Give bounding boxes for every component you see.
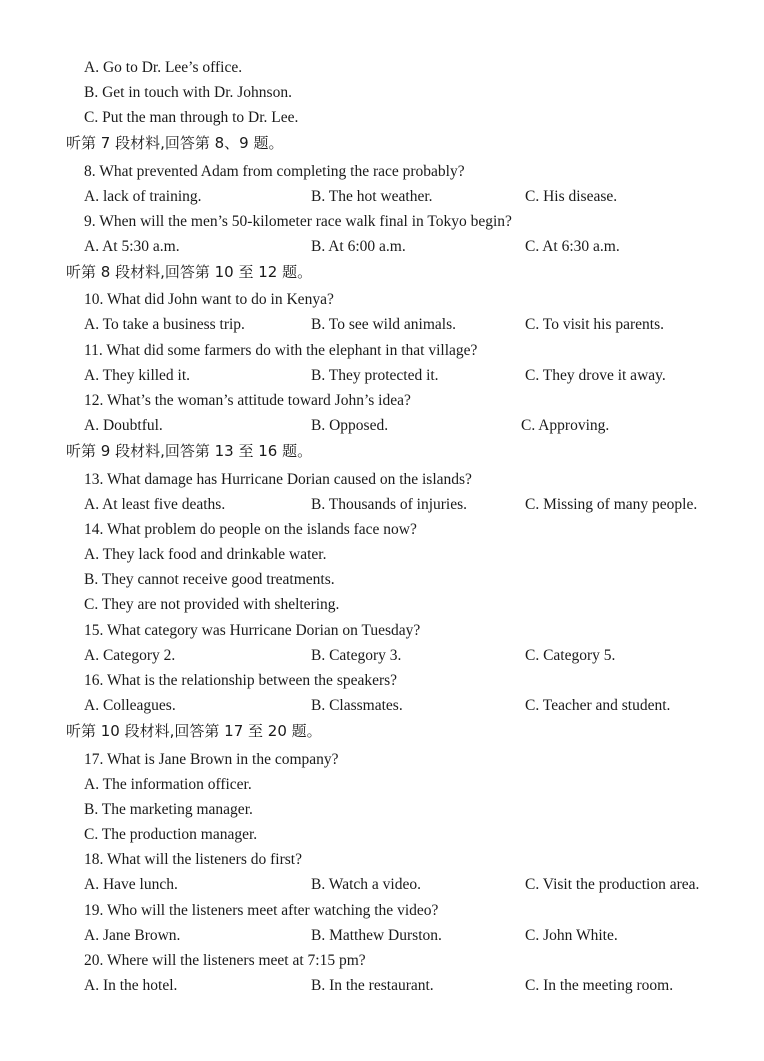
question-text: 14. What problem do people on the islands face now? xyxy=(84,521,417,538)
option-row xyxy=(0,55,764,80)
option-row xyxy=(0,80,764,105)
option-a: A. Jane Brown. xyxy=(84,927,181,944)
option-b: B. Get in touch with Dr. Johnson. xyxy=(84,84,292,101)
options-row xyxy=(0,923,764,948)
option-a: A. Doubtful. xyxy=(84,417,163,434)
option-c: C. In the meeting room. xyxy=(525,977,674,994)
option-row xyxy=(0,772,764,797)
option-row xyxy=(0,797,764,822)
question-text: 9. When will the men’s 50-kilometer race walk final in Tokyo begin? xyxy=(84,213,512,230)
option-c: C. John White. xyxy=(525,927,618,944)
option-row xyxy=(0,822,764,847)
option-b: B. Classmates. xyxy=(311,697,403,714)
option-c: C. Visit the production area. xyxy=(525,876,700,893)
question-text: 16. What is the relationship between the speakers? xyxy=(84,672,398,689)
section-heading: 听第 8 段材料,回答第 10 至 12 题。 xyxy=(66,263,313,281)
option-a: A. Category 2. xyxy=(84,647,176,664)
option-b: B. To see wild animals. xyxy=(311,316,457,333)
option-b: B. The marketing manager. xyxy=(84,801,253,818)
option-a: A. Go to Dr. Lee’s office. xyxy=(84,59,243,76)
question-text: 19. Who will the listeners meet after watching the video? xyxy=(84,902,439,919)
option-a: A. lack of training. xyxy=(84,188,202,205)
question-text: 8. What prevented Adam from completing the race probably? xyxy=(84,163,465,180)
options-row xyxy=(0,973,764,998)
question-text: 10. What did John want to do in Kenya? xyxy=(84,291,334,308)
options-row xyxy=(0,693,764,718)
option-a: A. Colleagues. xyxy=(84,697,176,714)
option-a: A. In the hotel. xyxy=(84,977,178,994)
option-c: C. The production manager. xyxy=(84,826,258,843)
options-row xyxy=(0,413,764,438)
options-row xyxy=(0,363,764,388)
option-b: B. Category 3. xyxy=(311,647,402,664)
option-row xyxy=(0,105,764,130)
options-row xyxy=(0,643,764,668)
option-row xyxy=(0,567,764,592)
option-c: C. At 6:30 a.m. xyxy=(525,238,620,255)
section-heading: 听第 7 段材料,回答第 8、9 题。 xyxy=(66,134,284,152)
question-text: 12. What’s the woman’s attitude toward John’s idea? xyxy=(84,392,411,409)
option-row xyxy=(0,592,764,617)
question-text: 17. What is Jane Brown in the company? xyxy=(84,751,339,768)
option-c: C. They drove it away. xyxy=(525,367,666,384)
options-row xyxy=(0,872,764,897)
option-b: B. Thousands of injuries. xyxy=(311,496,467,513)
option-a: A. At 5:30 a.m. xyxy=(84,238,180,255)
option-c: C. They are not provided with sheltering. xyxy=(84,596,340,613)
question-text: 11. What did some farmers do with the elephant in that village? xyxy=(84,342,478,359)
question-text: 15. What category was Hurricane Dorian on Tuesday? xyxy=(84,622,421,639)
option-c: C. His disease. xyxy=(525,188,618,205)
options-row xyxy=(0,312,764,337)
option-row xyxy=(0,542,764,567)
option-c: C. To visit his parents. xyxy=(525,316,664,333)
option-b: B. In the restaurant. xyxy=(311,977,434,994)
option-b: B. They cannot receive good treatments. xyxy=(84,571,335,588)
question-text: 18. What will the listeners do first? xyxy=(84,851,302,868)
option-a: A. They lack food and drinkable water. xyxy=(84,546,327,563)
option-a: A. To take a business trip. xyxy=(84,316,245,333)
option-b: B. Watch a video. xyxy=(311,876,421,893)
option-c: C. Category 5. xyxy=(525,647,616,664)
option-b: B. They protected it. xyxy=(311,367,439,384)
section-heading: 听第 10 段材料,回答第 17 至 20 题。 xyxy=(66,722,322,740)
option-a: A. They killed it. xyxy=(84,367,191,384)
option-c: C. Approving. xyxy=(521,417,610,434)
options-row xyxy=(0,184,764,209)
option-a: A. The information officer. xyxy=(84,776,252,793)
options-row xyxy=(0,492,764,517)
section-heading: 听第 9 段材料,回答第 13 至 16 题。 xyxy=(66,442,313,460)
option-b: B. The hot weather. xyxy=(311,188,433,205)
question-text: 20. Where will the listeners meet at 7:15 pm? xyxy=(84,952,366,969)
option-c: C. Put the man through to Dr. Lee. xyxy=(84,109,299,126)
option-b: B. At 6:00 a.m. xyxy=(311,238,406,255)
option-c: C. Teacher and student. xyxy=(525,697,671,714)
option-b: B. Opposed. xyxy=(311,417,389,434)
option-a: A. Have lunch. xyxy=(84,876,178,893)
option-a: A. At least five deaths. xyxy=(84,496,226,513)
option-c: C. Missing of many people. xyxy=(525,496,698,513)
question-text: 13. What damage has Hurricane Dorian caused on the islands? xyxy=(84,471,472,488)
option-b: B. Matthew Durston. xyxy=(311,927,442,944)
options-row xyxy=(0,234,764,259)
